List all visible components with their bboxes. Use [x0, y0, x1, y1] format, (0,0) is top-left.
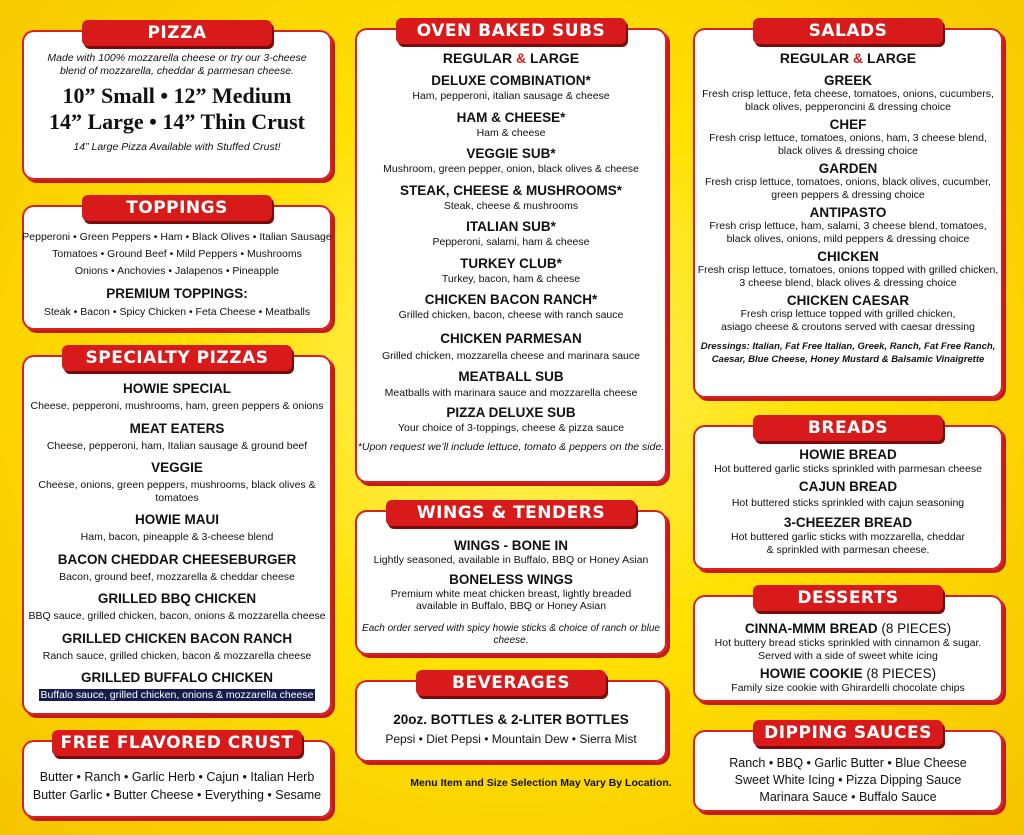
premium-toppings-line: Steak • Bacon • Spicy Chicken • Feta Cheese • Meatballs [43, 306, 311, 318]
wings-item-desc: Premium white meat chicken breast, lightly breaded [390, 587, 632, 600]
specialty-item-desc: Cheese, onions, green peppers, mushrooms, black olives & tomatoes [38, 479, 316, 504]
specialty-item [22, 631, 332, 663]
pizza-panel [22, 23, 332, 180]
salad-item-desc: black olives & dressing choice [777, 144, 919, 157]
salads-subtitle: REGULAR & LARGE [779, 50, 917, 66]
bread-item-desc: Hot buttered garlic sticks sprinkled with parmesan cheese [714, 463, 982, 475]
pizza-intro: Made with 100% mozzarella cheese or try our 3-cheese blend of mozzarella, cheddar & parmesan cheese. [47, 52, 307, 77]
specialty-item-name: BACON CHEDDAR CHEESEBURGER [57, 551, 297, 567]
sub-item-desc: Pepperoni, salami, ham & cheese [432, 236, 590, 248]
specialty-item-desc: Bacon, ground beef, mozzarella & cheddar cheese [59, 570, 295, 583]
specialty-item-desc-selected[interactable]: Buffalo sauce, grilled chicken, onions & mozzarella cheese [40, 689, 314, 701]
wings-item-desc: Lightly seasoned, available in Buffalo, BBQ or Honey Asian [373, 554, 649, 566]
sauces-panel [693, 723, 1003, 812]
bread-item-desc: Hot buttered sticks sprinkled with cajun seasoning [731, 496, 965, 509]
specialty-item [22, 421, 332, 453]
beverages-banner: BEVERAGES [416, 670, 606, 696]
salad-item-name: CHEF [829, 117, 867, 132]
salad-item [693, 249, 1003, 289]
salad-item-name: ANTIPASTO [809, 205, 887, 220]
sub-item [355, 183, 667, 213]
salad-item-desc: Fresh crisp lettuce, tomatoes, onions topped with grilled chicken, [697, 264, 999, 276]
specialty-item-name: MEAT EATERS [129, 420, 225, 436]
footer-note: Menu Item and Size Selection May Vary By Location. [410, 777, 672, 789]
sub-item [355, 331, 667, 363]
sub-item-desc: Ham & cheese [476, 126, 546, 139]
specialty-item-desc: Cheese, pepperoni, ham, Italian sausage & ground beef [46, 439, 308, 452]
specialty-item [22, 591, 332, 623]
salad-item-desc: Fresh crisp lettuce, tomatoes, onions, black olives, cucumber, [705, 176, 991, 188]
subs-panel [355, 21, 667, 483]
salad-item [693, 293, 1003, 333]
sub-item-desc: Mushroom, green pepper, onion, black olives & cheese [383, 163, 639, 175]
subs-note: *Upon request we’ll include lettuce, tomato & peppers on the side. [357, 441, 665, 453]
bread-item-desc: & sprinkled with parmesan cheese. [766, 543, 930, 556]
sub-item-name: MEATBALL SUB [458, 369, 564, 384]
bread-item-desc: Hot buttered garlic sticks with mozzarella, cheddar [730, 531, 965, 543]
specialty-item [22, 460, 332, 504]
salad-item-desc: Fresh crisp lettuce, tomatoes, onions, ham, 3 cheese blend, [709, 132, 987, 144]
dessert-item-desc: Hot buttery bread sticks sprinkled with cinnamon & sugar. [714, 637, 982, 649]
crust-banner: FREE FLAVORED CRUST [52, 730, 302, 756]
sub-item-name: HAM & CHEESE* [456, 109, 566, 125]
sauces-banner: DIPPING SAUCES [753, 720, 943, 746]
dessert-item-name: HOWIE COOKIE (8 PIECES) [759, 666, 937, 681]
specialty-item [22, 512, 332, 544]
salads-banner: SALADS [753, 18, 943, 44]
salad-item [693, 161, 1003, 201]
specialty-item-name: GRILLED BUFFALO CHICKEN [81, 670, 273, 685]
pizza-sizes-line1: 10” Small • 12” Medium [62, 83, 292, 108]
beverages-panel [355, 673, 667, 762]
sub-item-name: ITALIAN SUB* [466, 219, 556, 234]
beverages-line2: Pepsi • Diet Pepsi • Mountain Dew • Sierra Mist [385, 732, 637, 746]
bread-item-name: HOWIE BREAD [799, 447, 897, 462]
salad-item-desc: green peppers & dressing choice [771, 188, 925, 201]
salad-item [693, 205, 1003, 245]
subs-banner: OVEN BAKED SUBS [396, 18, 626, 44]
breads-banner: BREADS [753, 415, 943, 441]
toppings-panel [22, 198, 332, 330]
sub-item-name: TURKEY CLUB* [460, 255, 562, 271]
specialty-item [22, 381, 332, 413]
wings-item-name: WINGS - BONE IN [454, 538, 568, 553]
salad-item-name: GARDEN [818, 161, 878, 176]
specialty-item-name: HOWIE SPECIAL [122, 381, 231, 396]
sub-item [355, 256, 667, 286]
specialty-item-desc: Ranch sauce, grilled chicken, bacon & mozzarella cheese [42, 649, 312, 662]
specialty-item-desc: Cheese, pepperoni, mushrooms, ham, green peppers & onions [30, 400, 324, 412]
sub-item-desc: Turkey, bacon, ham & cheese [441, 272, 581, 285]
premium-toppings-title: PREMIUM TOPPINGS: [106, 286, 248, 301]
sub-item-desc: Ham, pepperoni, italian sausage & cheese [412, 90, 610, 102]
salad-item-desc: Fresh crisp lettuce, feta cheese, tomatoes, onions, cucumbers, [702, 88, 994, 100]
specialty-item [22, 670, 332, 702]
wings-item-name: BONELESS WINGS [449, 571, 573, 587]
sub-item-desc: Your choice of 3-toppings, cheese & pizza sauce [397, 421, 625, 434]
desserts-banner: DESSERTS [753, 585, 943, 611]
sub-item-desc: Grilled chicken, bacon, cheese with ranch sauce [398, 309, 624, 321]
wings-note: Each order served with spicy howie sticks & choice of ranch or blue cheese. [362, 622, 660, 646]
salad-item-desc: black olives, pepperoncini & dressing choice [744, 100, 952, 113]
specialty-item-name: HOWIE MAUI [135, 512, 219, 527]
subs-subtitle: REGULAR & LARGE [442, 50, 580, 66]
sub-item [355, 110, 667, 140]
wings-item-desc: available in Buffalo, BBQ or Honey Asian [415, 600, 607, 612]
sub-item-name: VEGGIE SUB* [466, 146, 556, 161]
sub-item-name: PIZZA DELUXE SUB [446, 404, 576, 420]
salad-dressings: Caesar, Blue Cheese, Honey Mustard & Balsamic Vinaigrette [711, 353, 985, 365]
salad-item-desc: Fresh crisp lettuce, ham, salami, 3 cheese blend, tomatoes, [709, 220, 987, 232]
toppings-line2: Tomatoes • Ground Beef • Mild Peppers • Mushrooms [52, 248, 302, 260]
sub-item-name: CHICKEN BACON RANCH* [424, 292, 598, 307]
dessert-item-desc: Family size cookie with Ghirardelli chocolate chips [731, 682, 965, 694]
wings-panel [355, 503, 667, 655]
sub-item-name: STEAK, CHEESE & MUSHROOMS* [399, 182, 623, 198]
salad-dressings: Dressings: Italian, Fat Free Italian, Greek, Ranch, Fat Free Ranch, [700, 341, 996, 352]
pizza-note: 14” Large Pizza Available with Stuffed Crust! [73, 141, 281, 153]
dessert-item-desc: Served with a side of sweet white icing [758, 649, 938, 662]
salad-item-desc: Fresh crisp lettuce topped with grilled chicken, [740, 308, 956, 320]
toppings-line3: Onions • Anchovies • Jalapenos • Pineapple [74, 265, 280, 277]
sub-item-name: DELUXE COMBINATION* [431, 73, 591, 88]
sauces-line2: Sweet White Icing • Pizza Dipping Sauce [734, 773, 962, 787]
sub-item [355, 405, 667, 435]
sauces-line3: Marinara Sauce • Buffalo Sauce [759, 790, 937, 804]
desserts-panel [693, 588, 1003, 702]
specialty-item-desc: BBQ sauce, grilled chicken, bacon, onions & mozzarella cheese [28, 610, 326, 622]
sub-item-desc: Steak, cheese & mushrooms [443, 199, 579, 212]
sub-item [355, 369, 667, 400]
crust-panel [22, 733, 332, 818]
salad-item-desc: 3 cheese blend, black olives & dressing choice [739, 276, 957, 289]
dessert-item-name: CINNA-MMM BREAD (8 PIECES) [744, 621, 952, 636]
crust-line2: Butter Garlic • Butter Cheese • Everything • Sesame [32, 788, 322, 802]
salad-item-name: GREEK [823, 73, 872, 88]
salads-panel [693, 21, 1003, 398]
sub-item [355, 73, 667, 103]
toppings-line1: Pepperoni • Green Peppers • Ham • Black Olives • Italian Sausage [22, 231, 332, 243]
specialty-item-name: GRILLED BBQ CHICKEN [97, 591, 257, 606]
specialty-item-desc: Ham, bacon, pineapple & 3-cheese blend [80, 531, 274, 543]
sub-item [355, 292, 667, 322]
specialty-banner: SPECIALTY PIZZAS [62, 345, 292, 371]
specialty-item [22, 552, 332, 584]
bread-item-name: CAJUN BREAD [798, 478, 898, 494]
salad-item-name: CHICKEN CAESAR [786, 293, 910, 308]
specialty-item-name: VEGGIE [151, 460, 203, 475]
salad-item-desc: black olives, onions, mild peppers & dressing choice [726, 232, 970, 245]
sub-item [355, 219, 667, 249]
crust-line1: Butter • Ranch • Garlic Herb • Cajun • Italian Herb [39, 770, 315, 784]
specialty-panel [22, 348, 332, 715]
sub-item-desc: Grilled chicken, mozzarella cheese and marinara sauce [382, 349, 640, 362]
bread-item-name: 3-CHEEZER BREAD [783, 515, 913, 530]
sauces-line1: Ranch • BBQ • Garlic Butter • Blue Cheese [729, 756, 967, 770]
specialty-item-name: GRILLED CHICKEN BACON RANCH [61, 630, 293, 646]
salad-item [693, 117, 1003, 157]
pizza-sizes-line2: 14” Large • 14” Thin Crust [48, 109, 306, 134]
breads-panel [693, 418, 1003, 570]
toppings-banner: TOPPINGS [82, 195, 272, 221]
salad-item-desc: asiago cheese & croutons served with caesar dressing [721, 320, 975, 333]
salad-item-name: CHICKEN [817, 249, 879, 264]
pizza-banner: PIZZA [82, 20, 272, 46]
sub-item [355, 146, 667, 176]
sub-item-desc: Meatballs with marinara sauce and mozzarella cheese [384, 387, 638, 399]
sub-item-name: CHICKEN PARMESAN [440, 330, 582, 346]
wings-banner: WINGS & TENDERS [386, 500, 636, 526]
salad-item [693, 73, 1003, 113]
beverages-line1: 20oz. BOTTLES & 2-LITER BOTTLES [393, 712, 629, 727]
